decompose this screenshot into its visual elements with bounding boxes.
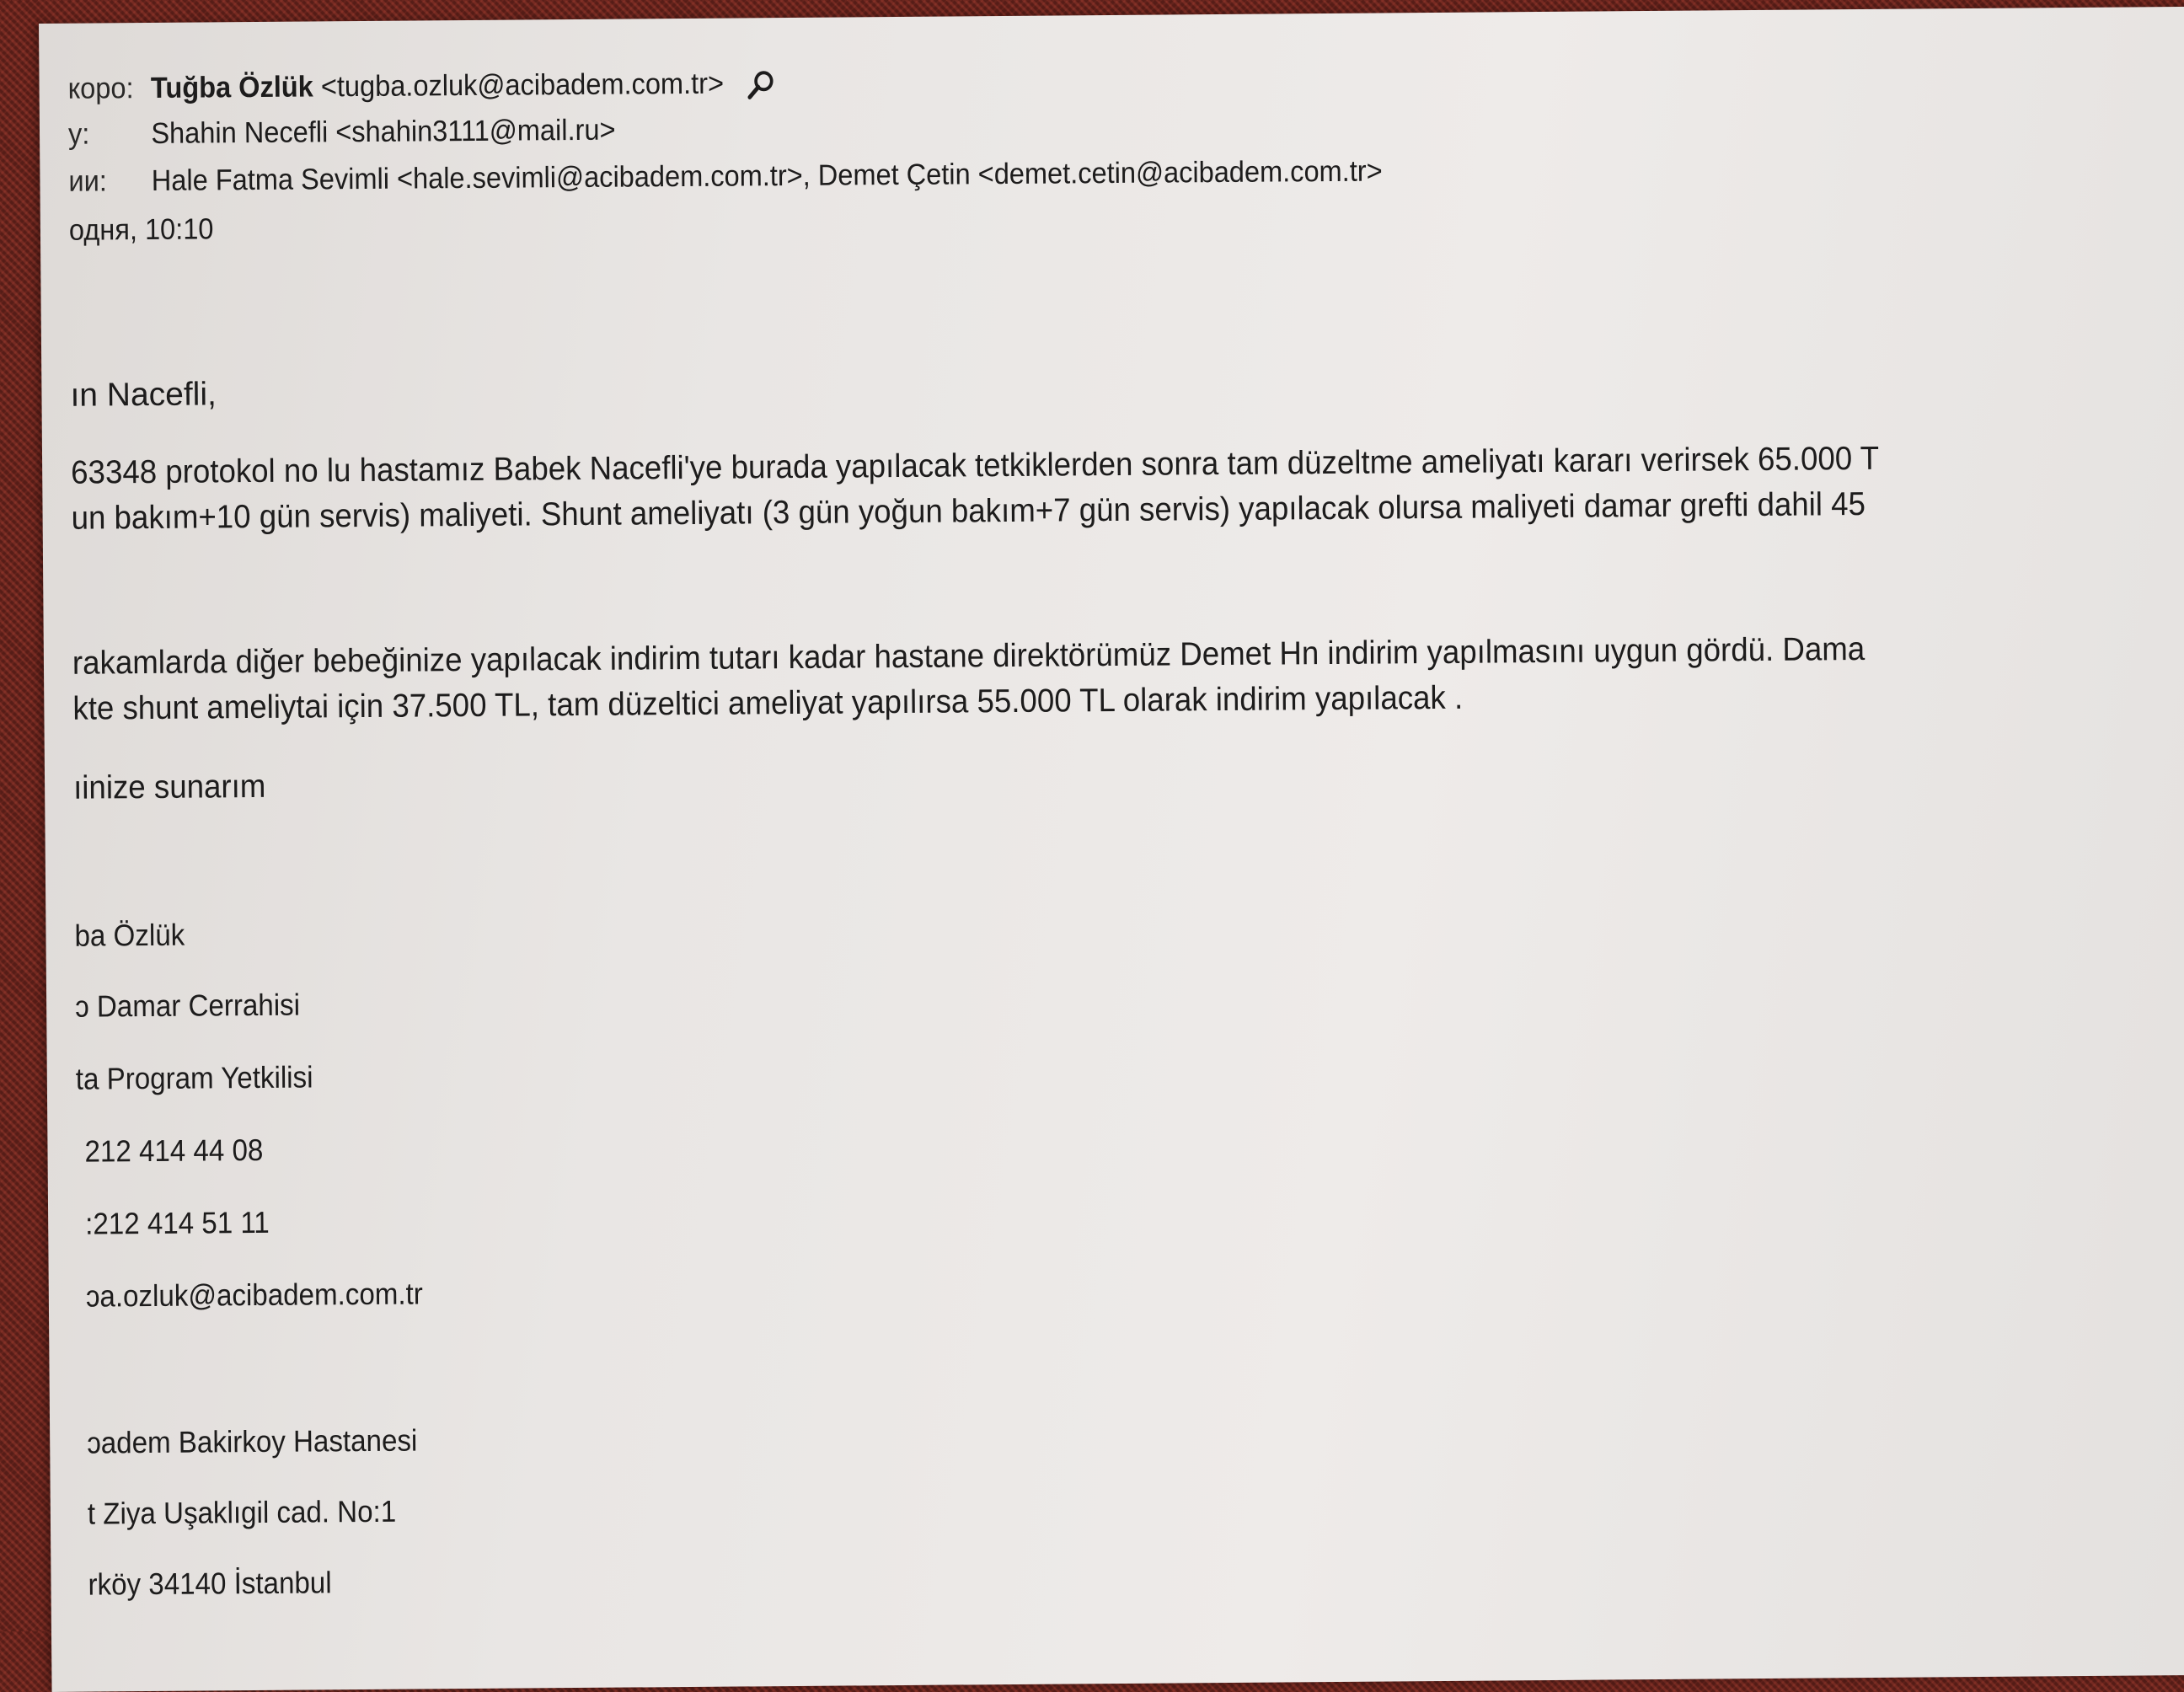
to-line	[68, 114, 616, 152]
greeting: ın Nacefli,	[70, 376, 217, 414]
date-value: одня, 10:10	[68, 212, 214, 247]
from-label: коро:	[67, 72, 134, 105]
signature-address-2: rköy 34140 İstanbul	[88, 1565, 332, 1602]
paragraph-2-line-1: rakamlarda diğer bebeğinize yapılacak indirim tutarı kadar hastane direktörümüz Demet Hn indirim yapılmasını uygun gördü. Dama	[72, 631, 1866, 682]
signature-phone: 212 414 44 08	[84, 1132, 264, 1169]
signature-hospital: ɔadem Bakirkoy Hastanesi	[87, 1422, 418, 1460]
signature-address-1: t Ziya Uşaklıgil cad. No:1	[87, 1493, 397, 1531]
printed-email-page	[39, 6, 2184, 1692]
cc-line	[68, 154, 1382, 198]
closing-line: ıinize sunarım	[72, 768, 266, 806]
from-name: Tuğba Özlük	[150, 70, 313, 104]
cc-value: Hale Fatma Sevimli <hale.sevimli@acibadem.com.tr>, Demet Çetin <demet.cetin@acibadem.com.tr>	[151, 154, 1383, 197]
from-email: <tugba.ozluk@acibadem.com.tr>	[320, 67, 725, 104]
paragraph-1-line-2: un bakım+10 gün servis) maliyeti. Shunt ameliyatı (3 gün yoğun bakım+7 gün servis) yapılacak olursa maliyeti damar grefti dahil 45	[71, 485, 1866, 537]
date-line	[69, 212, 214, 247]
search-icon[interactable]	[746, 68, 778, 102]
signature-department: ɔ Damar Cerrahisi	[74, 987, 301, 1024]
to-value: Shahin Necefli <shahin3111@mail.ru>	[151, 113, 616, 150]
to-label: у:	[67, 117, 90, 151]
cc-label: ии:	[68, 164, 108, 198]
signature-role: ta Program Yetkilisi	[75, 1059, 313, 1096]
signature-fax: :212 414 51 11	[85, 1204, 270, 1241]
from-line	[67, 67, 777, 107]
paragraph-1-line-1: 63348 protokol no lu hastamız Babek Nacefli'ye burada yapılacak tetkiklerden sonra tam düzeltme ameliyatı kararı verirsek 65.000 T	[71, 440, 1880, 491]
signature-name: ba Özlük	[74, 917, 185, 953]
signature-email: ɔa.ozluk@acibadem.com.tr	[85, 1276, 423, 1314]
paragraph-2-line-2: kte shunt ameliytai için 37.500 TL, tam düzeltici ameliyat yapılırsa 55.000 TL olarak indirim yapılacak .	[72, 679, 1464, 727]
